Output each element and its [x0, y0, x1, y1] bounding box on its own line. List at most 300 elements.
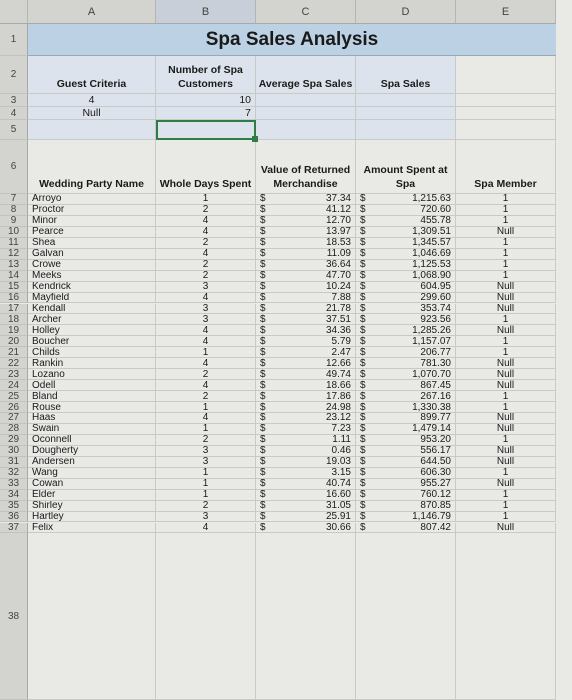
currency-symbol: $ [260, 413, 266, 424]
days-cell[interactable]: 2 [156, 369, 256, 380]
criteria-header-2[interactable]: Number of Spa Customers [156, 56, 256, 94]
days-cell[interactable]: 3 [156, 314, 256, 325]
row-header-1[interactable]: 1 [0, 24, 28, 56]
criteria-header-3[interactable]: Average Spa Sales [256, 56, 356, 94]
spent-cell[interactable] [356, 282, 456, 293]
returned-cell[interactable] [256, 501, 356, 512]
name-cell[interactable]: Rouse [28, 402, 156, 413]
currency-symbol: $ [260, 456, 266, 468]
member-cell[interactable]: 1 [456, 512, 556, 523]
row-header-36[interactable]: 36 [0, 512, 28, 523]
row-header-10[interactable]: 10 [0, 227, 28, 238]
returned-cell[interactable] [256, 512, 356, 523]
currency-symbol: $ [360, 391, 366, 402]
row-header-15[interactable]: 15 [0, 282, 28, 293]
returned-value: 31.05 [325, 500, 351, 512]
row-header-9[interactable]: 9 [0, 216, 28, 227]
spent-cell[interactable] [356, 523, 456, 534]
currency-symbol: $ [360, 314, 366, 325]
days-cell[interactable]: 4 [156, 293, 256, 304]
days-cell[interactable]: 1 [156, 424, 256, 435]
returned-cell[interactable] [256, 347, 356, 358]
name-cell[interactable]: Felix [28, 523, 156, 534]
spent-cell[interactable] [356, 336, 456, 347]
currency-symbol: $ [360, 281, 366, 293]
days-cell[interactable]: 2 [156, 435, 256, 446]
spent-value: 760.12 [420, 489, 451, 501]
currency-symbol: $ [360, 478, 366, 490]
returned-value: 12.70 [325, 215, 351, 227]
returned-cell[interactable] [256, 424, 356, 435]
member-cell[interactable]: 1 [456, 271, 556, 282]
spent-value: 1,068.90 [412, 270, 451, 282]
returned-cell[interactable] [256, 402, 356, 413]
criteria-value-a3[interactable]: 4 [28, 94, 156, 107]
blank-b38[interactable] [156, 533, 256, 700]
row-header-28[interactable]: 28 [0, 424, 28, 435]
name-cell[interactable]: Proctor [28, 205, 156, 216]
criteria-blank-d4[interactable] [356, 107, 456, 120]
returned-value: 7.23 [331, 423, 351, 435]
spent-cell[interactable] [356, 260, 456, 271]
returned-cell[interactable] [256, 205, 356, 216]
row-header-32[interactable]: 32 [0, 468, 28, 479]
row-header-6[interactable]: 6 [0, 140, 28, 194]
spent-cell[interactable] [356, 369, 456, 380]
name-cell[interactable]: Shea [28, 238, 156, 249]
spent-cell[interactable] [356, 424, 456, 435]
spent-value: 1,330.38 [412, 402, 451, 413]
sheet-title[interactable]: Spa Sales Analysis [28, 24, 556, 56]
name-cell[interactable]: Holley [28, 325, 156, 336]
member-cell[interactable]: Null [456, 479, 556, 490]
currency-symbol: $ [360, 423, 366, 435]
days-cell[interactable]: 1 [156, 402, 256, 413]
name-cell[interactable]: Hartley [28, 512, 156, 523]
spent-value: 1,125.53 [412, 259, 451, 271]
member-cell[interactable]: 1 [456, 435, 556, 446]
currency-symbol: $ [260, 292, 266, 304]
name-cell[interactable]: Archer [28, 314, 156, 325]
member-cell[interactable]: 1 [456, 249, 556, 260]
row-header-12[interactable]: 12 [0, 249, 28, 260]
table-header-1[interactable]: Wedding Party Name [28, 140, 156, 194]
currency-symbol: $ [360, 456, 366, 468]
name-cell[interactable]: Wang [28, 468, 156, 479]
name-cell[interactable]: Dougherty [28, 446, 156, 457]
days-cell[interactable]: 3 [156, 512, 256, 523]
days-cell[interactable]: 2 [156, 271, 256, 282]
currency-symbol: $ [360, 380, 366, 391]
returned-value: 41.12 [325, 204, 351, 216]
returned-cell[interactable] [256, 369, 356, 380]
criteria-value-a4[interactable]: Null [28, 107, 156, 120]
name-cell[interactable]: Childs [28, 347, 156, 358]
days-cell[interactable]: 4 [156, 227, 256, 238]
returned-cell[interactable] [256, 457, 356, 468]
currency-symbol: $ [360, 336, 366, 347]
criteria-blank-c3[interactable] [256, 94, 356, 107]
blank-d5[interactable] [356, 120, 456, 140]
name-cell[interactable]: Elder [28, 490, 156, 501]
member-cell[interactable]: 1 [456, 336, 556, 347]
member-cell[interactable]: 1 [456, 402, 556, 413]
returned-cell[interactable] [256, 194, 356, 205]
table-header-2[interactable]: Whole Days Spent [156, 140, 256, 194]
returned-cell[interactable] [256, 413, 356, 424]
row-header-30[interactable]: 30 [0, 446, 28, 457]
currency-symbol: $ [360, 347, 366, 358]
spent-value: 1,070.70 [412, 369, 451, 380]
returned-cell[interactable] [256, 435, 356, 446]
spent-cell[interactable] [356, 304, 456, 315]
returned-cell[interactable] [256, 282, 356, 293]
currency-symbol: $ [260, 358, 266, 369]
member-cell[interactable]: 1 [456, 391, 556, 402]
member-cell[interactable]: Null [456, 293, 556, 304]
days-cell[interactable]: 4 [156, 413, 256, 424]
days-cell[interactable]: 3 [156, 446, 256, 457]
days-cell[interactable]: 4 [156, 249, 256, 260]
name-cell[interactable]: Odell [28, 380, 156, 391]
member-cell[interactable]: 1 [456, 468, 556, 479]
spent-cell[interactable] [356, 446, 456, 457]
blank-b5[interactable] [156, 120, 256, 140]
member-cell[interactable]: 1 [456, 260, 556, 271]
currency-symbol: $ [360, 292, 366, 304]
member-cell[interactable]: Null [456, 325, 556, 336]
table-header-4[interactable]: Amount Spent at Spa [356, 140, 456, 194]
spent-cell[interactable] [356, 314, 456, 325]
row-header-13[interactable]: 13 [0, 260, 28, 271]
member-cell[interactable]: 1 [456, 501, 556, 512]
days-cell[interactable]: 2 [156, 238, 256, 249]
spent-cell[interactable] [356, 249, 456, 260]
spent-cell[interactable] [356, 325, 456, 336]
criteria-header-1[interactable]: Guest Criteria [28, 56, 156, 94]
returned-cell[interactable] [256, 446, 356, 457]
days-cell[interactable]: 4 [156, 216, 256, 227]
criteria-blank-d3[interactable] [356, 94, 456, 107]
returned-value: 30.66 [325, 522, 351, 533]
spent-value: 267.16 [420, 391, 451, 402]
currency-symbol: $ [260, 270, 266, 282]
column-header-c[interactable]: C [256, 0, 356, 24]
spent-value: 899.77 [420, 413, 451, 424]
row-header-29[interactable]: 29 [0, 435, 28, 446]
spent-cell[interactable] [356, 435, 456, 446]
days-cell[interactable]: 3 [156, 457, 256, 468]
member-cell[interactable]: 1 [456, 314, 556, 325]
days-cell[interactable]: 2 [156, 501, 256, 512]
table-header-5[interactable]: Spa Member [456, 140, 556, 194]
spent-cell[interactable] [356, 216, 456, 227]
member-cell[interactable]: Null [456, 413, 556, 424]
days-cell[interactable]: 1 [156, 468, 256, 479]
spent-cell[interactable] [356, 358, 456, 369]
spent-value: 781.30 [420, 358, 451, 369]
row-header-22[interactable]: 22 [0, 358, 28, 369]
row-header-16[interactable]: 16 [0, 293, 28, 304]
member-cell[interactable]: Null [456, 358, 556, 369]
returned-cell[interactable] [256, 380, 356, 391]
name-cell[interactable]: Pearce [28, 227, 156, 238]
returned-cell[interactable] [256, 314, 356, 325]
blank-e3[interactable] [456, 94, 556, 107]
spent-cell[interactable] [356, 468, 456, 479]
returned-value: 3.15 [331, 467, 351, 479]
days-cell[interactable]: 1 [156, 347, 256, 358]
spent-value: 1,046.69 [412, 248, 451, 260]
member-cell[interactable]: Null [456, 282, 556, 293]
spent-value: 807.42 [420, 522, 451, 533]
spent-cell[interactable] [356, 380, 456, 391]
returned-cell[interactable] [256, 490, 356, 501]
returned-value: 47.70 [325, 270, 351, 282]
days-cell[interactable]: 4 [156, 325, 256, 336]
currency-symbol: $ [360, 522, 366, 533]
currency-symbol: $ [260, 325, 266, 336]
fill-handle[interactable] [252, 136, 258, 142]
member-cell[interactable]: 1 [456, 194, 556, 205]
name-cell[interactable]: Andersen [28, 457, 156, 468]
row-header-3[interactable]: 3 [0, 94, 28, 107]
days-cell[interactable]: 2 [156, 260, 256, 271]
blank-c38[interactable] [256, 533, 356, 700]
select-all-corner[interactable] [0, 0, 28, 24]
currency-symbol: $ [360, 303, 366, 314]
returned-cell[interactable] [256, 260, 356, 271]
member-cell[interactable]: Null [456, 227, 556, 238]
currency-symbol: $ [260, 369, 266, 380]
spent-cell[interactable] [356, 205, 456, 216]
currency-symbol: $ [360, 204, 366, 216]
name-cell[interactable]: Swain [28, 424, 156, 435]
spent-value: 644.50 [420, 456, 451, 468]
row-header-2[interactable]: 2 [0, 56, 28, 94]
name-cell[interactable]: Oconnell [28, 435, 156, 446]
row-header-27[interactable]: 27 [0, 413, 28, 424]
name-cell[interactable]: Crowe [28, 260, 156, 271]
spent-value: 720.60 [420, 204, 451, 216]
returned-cell[interactable] [256, 336, 356, 347]
spent-value: 1,285.26 [412, 325, 451, 336]
member-cell[interactable]: Null [456, 446, 556, 457]
name-cell[interactable]: Bland [28, 391, 156, 402]
spent-cell[interactable] [356, 194, 456, 205]
returned-cell[interactable] [256, 391, 356, 402]
row-header-4[interactable]: 4 [0, 107, 28, 120]
spent-cell[interactable] [356, 501, 456, 512]
row-header-14[interactable]: 14 [0, 271, 28, 282]
currency-symbol: $ [360, 511, 366, 523]
currency-symbol: $ [260, 347, 266, 358]
days-cell[interactable]: 3 [156, 304, 256, 315]
column-header-a[interactable]: A [28, 0, 156, 24]
currency-symbol: $ [260, 478, 266, 490]
row-header-20[interactable]: 20 [0, 336, 28, 347]
currency-symbol: $ [360, 467, 366, 479]
currency-symbol: $ [260, 445, 266, 457]
row-header-21[interactable]: 21 [0, 347, 28, 358]
name-cell[interactable]: Arroyo [28, 194, 156, 205]
returned-cell[interactable] [256, 249, 356, 260]
name-cell[interactable]: Boucher [28, 336, 156, 347]
row-header-31[interactable]: 31 [0, 457, 28, 468]
blank-a5[interactable] [28, 120, 156, 140]
currency-symbol: $ [260, 423, 266, 435]
row-header-34[interactable]: 34 [0, 490, 28, 501]
days-cell[interactable]: 2 [156, 205, 256, 216]
spent-cell[interactable] [356, 227, 456, 238]
spent-cell[interactable] [356, 391, 456, 402]
returned-value: 7.88 [331, 292, 351, 304]
name-cell[interactable]: Cowan [28, 479, 156, 490]
spent-value: 1,157.07 [412, 336, 451, 347]
member-cell[interactable]: Null [456, 457, 556, 468]
row-header-7[interactable]: 7 [0, 194, 28, 205]
currency-symbol: $ [260, 314, 266, 325]
member-cell[interactable]: Null [456, 380, 556, 391]
criteria-header-4[interactable]: Spa Sales [356, 56, 456, 94]
row-header-19[interactable]: 19 [0, 325, 28, 336]
row-header-33[interactable]: 33 [0, 479, 28, 490]
spent-value: 953.20 [420, 434, 451, 446]
returned-value: 21.78 [325, 303, 351, 314]
row-header-35[interactable]: 35 [0, 501, 28, 512]
name-cell[interactable]: Lozano [28, 369, 156, 380]
currency-symbol: $ [260, 522, 266, 533]
name-cell[interactable]: Meeks [28, 271, 156, 282]
member-cell[interactable]: 1 [456, 347, 556, 358]
days-cell[interactable]: 2 [156, 391, 256, 402]
row-header-11[interactable]: 11 [0, 238, 28, 249]
row-header-23[interactable]: 23 [0, 369, 28, 380]
returned-cell[interactable] [256, 227, 356, 238]
currency-symbol: $ [260, 281, 266, 293]
currency-symbol: $ [260, 402, 266, 413]
currency-symbol: $ [260, 380, 266, 391]
name-cell[interactable]: Galvan [28, 249, 156, 260]
currency-symbol: $ [360, 237, 366, 249]
row-header-24[interactable]: 24 [0, 380, 28, 391]
row-header-25[interactable]: 25 [0, 391, 28, 402]
currency-symbol: $ [360, 226, 366, 238]
row-header-8[interactable]: 8 [0, 205, 28, 216]
spent-value: 1,345.57 [412, 237, 451, 249]
returned-cell[interactable] [256, 325, 356, 336]
criteria-blank-e2[interactable] [456, 56, 556, 94]
currency-symbol: $ [360, 248, 366, 260]
member-cell[interactable]: 1 [456, 238, 556, 249]
row-header-26[interactable]: 26 [0, 402, 28, 413]
spent-cell[interactable] [356, 479, 456, 490]
name-cell[interactable]: Haas [28, 413, 156, 424]
spent-value: 604.95 [420, 281, 451, 293]
spent-cell[interactable] [356, 293, 456, 304]
days-cell[interactable]: 1 [156, 194, 256, 205]
returned-value: 18.53 [325, 237, 351, 249]
column-header-d[interactable]: D [356, 0, 456, 24]
returned-cell[interactable] [256, 468, 356, 479]
table-header-3[interactable]: Value of Returned Merchandise [256, 140, 356, 194]
returned-cell[interactable] [256, 479, 356, 490]
returned-cell[interactable] [256, 293, 356, 304]
returned-value: 24.98 [325, 402, 351, 413]
row-header-37[interactable]: 37 [0, 523, 28, 534]
spent-cell[interactable] [356, 413, 456, 424]
returned-cell[interactable] [256, 304, 356, 315]
blank-d38[interactable] [356, 533, 456, 700]
days-cell[interactable]: 4 [156, 380, 256, 391]
blank-e4[interactable] [456, 107, 556, 120]
row-header-38[interactable]: 38 [0, 533, 28, 700]
column-header-e[interactable]: E [456, 0, 556, 24]
member-cell[interactable]: 1 [456, 216, 556, 227]
name-cell[interactable]: Kendrick [28, 282, 156, 293]
days-cell[interactable]: 4 [156, 358, 256, 369]
name-cell[interactable]: Kendall [28, 304, 156, 315]
returned-value: 16.60 [325, 489, 351, 501]
blank-a38[interactable] [28, 533, 156, 700]
spent-cell[interactable] [356, 457, 456, 468]
days-cell[interactable]: 4 [156, 336, 256, 347]
member-cell[interactable]: 1 [456, 205, 556, 216]
blank-c5[interactable] [256, 120, 356, 140]
days-cell[interactable]: 1 [156, 479, 256, 490]
days-cell[interactable]: 1 [156, 490, 256, 501]
returned-cell[interactable] [256, 271, 356, 282]
spent-cell[interactable] [356, 402, 456, 413]
name-cell[interactable]: Shirley [28, 501, 156, 512]
name-cell[interactable]: Mayfield [28, 293, 156, 304]
row-header-17[interactable]: 17 [0, 304, 28, 315]
spent-cell[interactable] [356, 490, 456, 501]
spent-cell[interactable] [356, 512, 456, 523]
currency-symbol: $ [360, 259, 366, 271]
returned-cell[interactable] [256, 523, 356, 534]
criteria-value-b3[interactable]: 10 [156, 94, 256, 107]
criteria-value-b4[interactable]: 7 [156, 107, 256, 120]
returned-value: 40.74 [325, 478, 351, 490]
returned-value: 19.03 [325, 456, 351, 468]
spent-cell[interactable] [356, 271, 456, 282]
row-header-5[interactable]: 5 [0, 120, 28, 140]
criteria-blank-c4[interactable] [256, 107, 356, 120]
column-header-b[interactable]: B [156, 0, 256, 24]
name-cell[interactable]: Rankin [28, 358, 156, 369]
returned-value: 5.79 [331, 336, 351, 347]
returned-value: 34.36 [325, 325, 351, 336]
returned-cell[interactable] [256, 358, 356, 369]
returned-cell[interactable] [256, 238, 356, 249]
days-cell[interactable]: 4 [156, 523, 256, 534]
blank-e5[interactable] [456, 120, 556, 140]
name-cell[interactable]: Minor [28, 216, 156, 227]
member-cell[interactable]: Null [456, 523, 556, 534]
member-cell[interactable]: 1 [456, 490, 556, 501]
days-cell[interactable]: 3 [156, 282, 256, 293]
spent-value: 1,479.14 [412, 423, 451, 435]
member-cell[interactable]: Null [456, 304, 556, 315]
spent-cell[interactable] [356, 238, 456, 249]
member-cell[interactable]: Null [456, 424, 556, 435]
row-header-18[interactable]: 18 [0, 314, 28, 325]
returned-cell[interactable] [256, 216, 356, 227]
spent-cell[interactable] [356, 347, 456, 358]
member-cell[interactable]: Null [456, 369, 556, 380]
blank-e38[interactable] [456, 533, 556, 700]
